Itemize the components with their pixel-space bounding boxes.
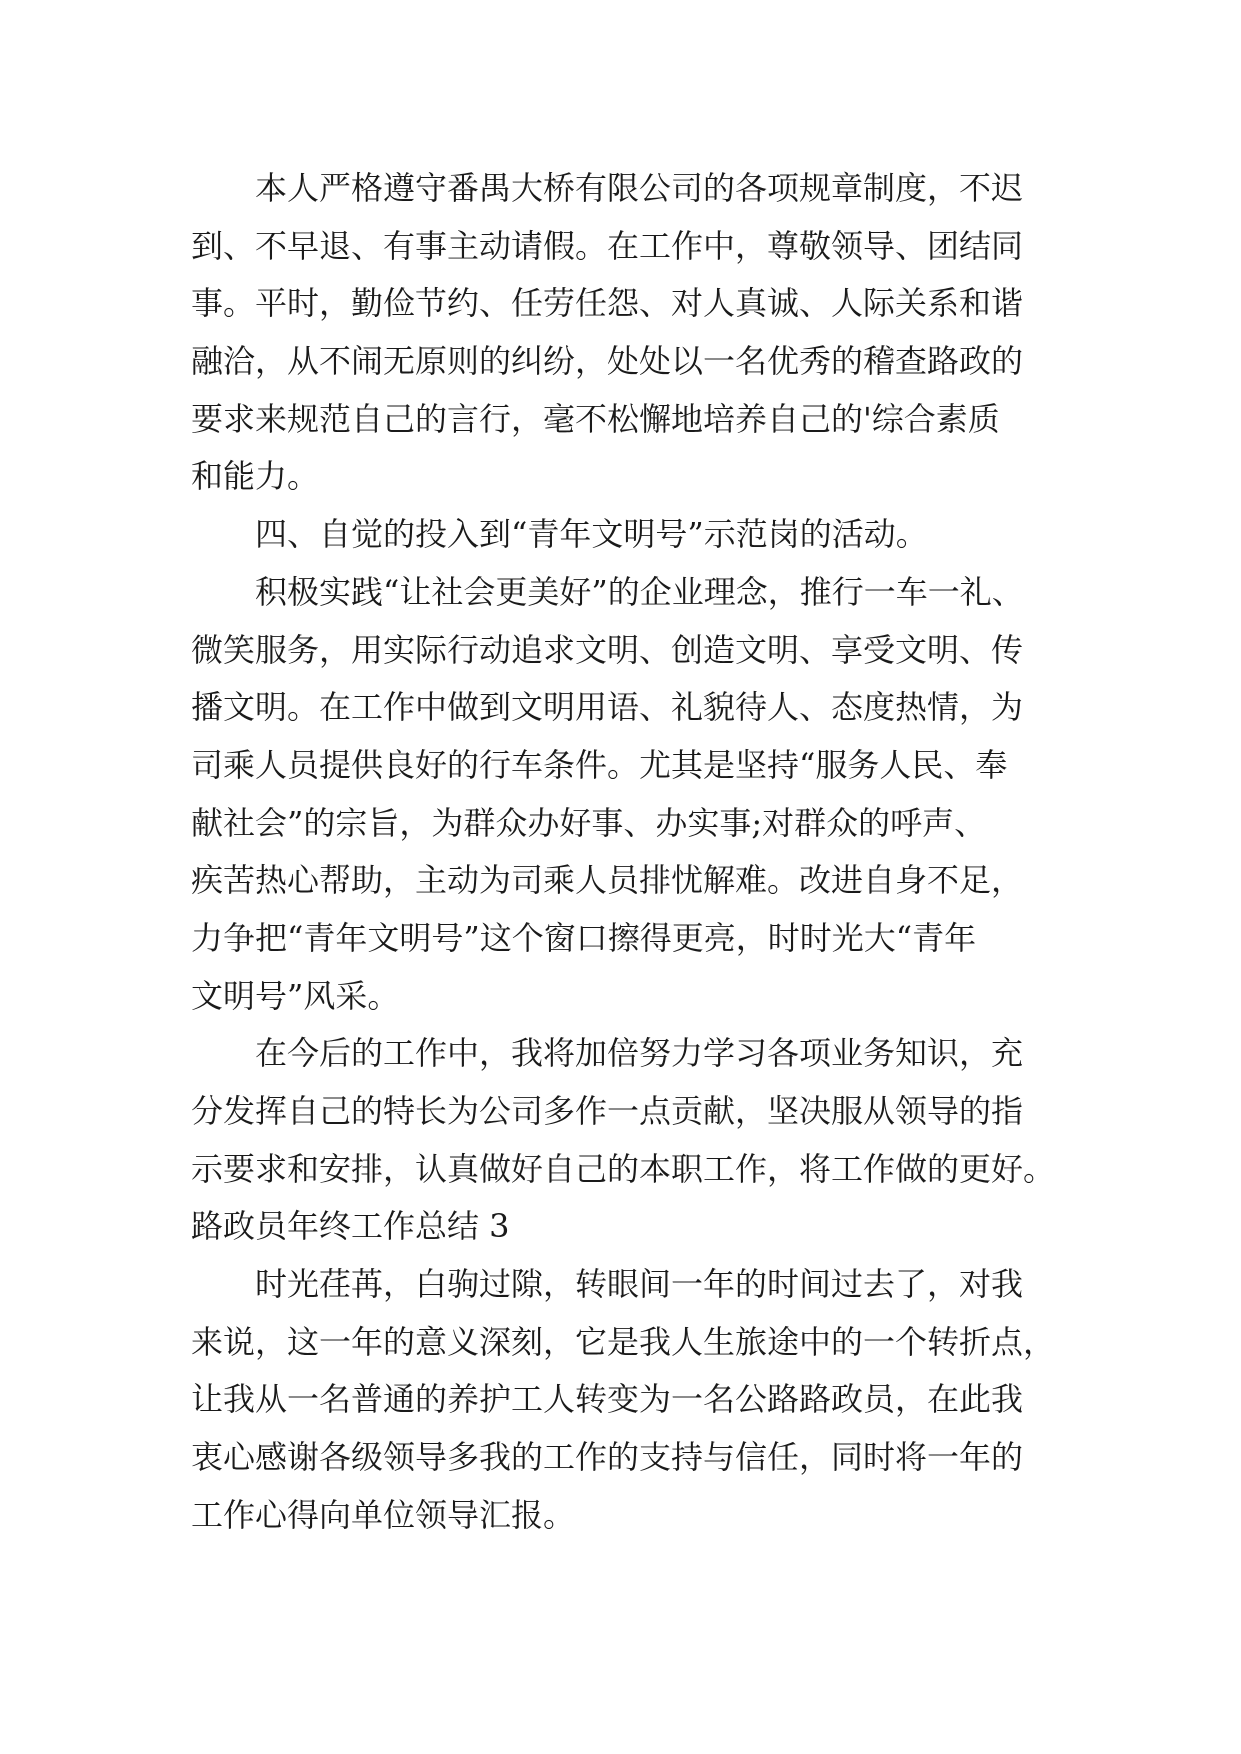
- text-line: 文明号”风采。: [191, 976, 400, 1015]
- text-line: 示要求和安排，认真做好自己的本职工作，将工作做的更好。: [191, 1149, 1056, 1188]
- text-line: 要求来规范自己的言行，毫不松懈地培养自己的'综合素质: [191, 399, 1000, 438]
- text-line: 和能力。: [191, 457, 320, 496]
- text-line: 献社会”的宗旨，为群众办好事、办实事;对群众的呼声、: [191, 803, 987, 842]
- body-text: [191, 160, 1071, 1545]
- text-line: 本人严格遵守番禺大桥有限公司的各项规章制度，不迟: [191, 169, 1024, 207]
- section-heading: 四、自觉的投入到“青年文明号”示范岗的活动。: [191, 515, 928, 554]
- text-line: 事。平时，勤俭节约、任劳任怨、对人真诚、人际关系和谐: [191, 284, 1024, 323]
- text-line: 时光荏苒，白驹过隙，转眼间一年的时间过去了，对我: [191, 1265, 1024, 1304]
- text-line: 衷心感谢各级领导多我的工作的支持与信任，同时将一年的: [191, 1438, 1024, 1477]
- text-line: 来说，这一年的意义深刻，它是我人生旅途中的一个转折点，: [191, 1322, 1056, 1361]
- text-line: 疾苦热心帮助，主动为司乘人员排忧解难。改进自身不足，: [191, 861, 1024, 900]
- text-line: 播文明。在工作中做到文明用语、礼貌待人、态度热情，为: [191, 688, 1024, 727]
- text-line: 融洽，从不闹无原则的纠纷，处处以一名优秀的稽查路政的: [191, 342, 1024, 381]
- text-line: 积极实践“让社会更美好”的企业理念，推行一车一礼、: [191, 572, 1024, 611]
- text-line: 分发挥自己的特长为公司多作一点贡献，坚决服从领导的指: [191, 1092, 1024, 1130]
- text-line: 让我从一名普通的养护工人转变为一名公路路政员，在此我: [191, 1380, 1024, 1419]
- text-line: 微笑服务，用实际行动追求文明、创造文明、享受文明、传: [191, 630, 1024, 669]
- text-line: 到、不早退、有事主动请假。在工作中，尊敬领导、团结同: [191, 226, 1024, 265]
- text-line: 力争把“青年文明号”这个窗口擦得更亮，时时光大“青年: [191, 918, 977, 957]
- document-title: 路政员年终工作总结 3: [191, 1207, 510, 1246]
- text-line: 司乘人员提供良好的行车条件。尤其是坚持“服务人民、奉: [191, 745, 1008, 784]
- text-line: 在今后的工作中，我将加倍努力学习各项业务知识，充: [191, 1034, 1024, 1073]
- text-line: 工作心得向单位领导汇报。: [191, 1495, 576, 1534]
